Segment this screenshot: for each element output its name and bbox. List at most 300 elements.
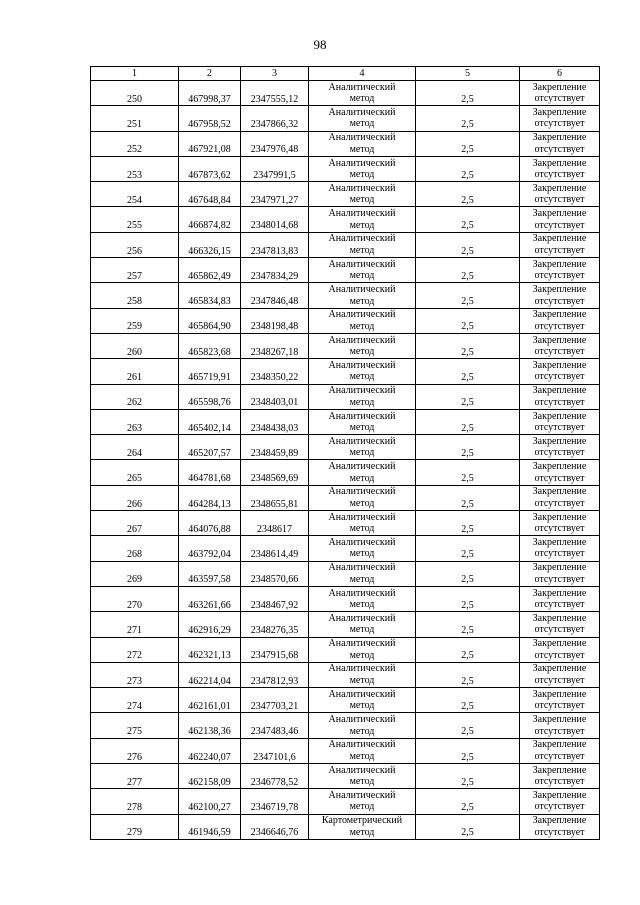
method-line-1: Аналитический [328, 486, 396, 498]
method-line-2: метод [349, 169, 375, 181]
fixing-line-1: Закрепление [532, 688, 587, 700]
fixing-line-1: Закрепление [532, 486, 587, 498]
point-number-cell [91, 612, 179, 637]
x-coordinate-cell [179, 182, 241, 207]
y-coordinate-cell [241, 814, 309, 839]
table-row [91, 561, 600, 586]
fixing-line-2: отсутствует [534, 826, 585, 838]
method-cell [309, 612, 416, 637]
point-number-cell [91, 106, 179, 131]
point-number-cell [91, 81, 179, 106]
y-coordinate: 2348614,49 [250, 549, 299, 561]
method-line-1: Картометрический [321, 815, 403, 827]
x-coordinate: 462240,07 [188, 751, 231, 763]
x-coordinate-cell [179, 409, 241, 434]
method-cell [309, 409, 416, 434]
y-coordinate-cell [241, 688, 309, 713]
point-number: 258 [127, 296, 142, 308]
point-number-cell [91, 384, 179, 409]
fixing-line-1: Закрепление [532, 511, 587, 523]
method-line-2: метод [349, 143, 375, 155]
accuracy-cell [416, 814, 520, 839]
y-coordinate-cell [241, 713, 309, 738]
fixing-line-2: отсутствует [534, 270, 585, 282]
accuracy-value: 2,5 [461, 296, 474, 308]
x-coordinate-cell [179, 435, 241, 460]
method-line-1: Аналитический [328, 410, 396, 422]
point-number: 255 [127, 220, 142, 232]
fixing-line-1: Закрепление [532, 536, 587, 548]
point-number-cell [91, 308, 179, 333]
method-cell [309, 536, 416, 561]
method-line-2: метод [349, 219, 375, 231]
table-row [91, 662, 600, 687]
method-cell [309, 359, 416, 384]
accuracy-cell [416, 662, 520, 687]
y-coordinate: 2346778,52 [250, 776, 299, 788]
accuracy-value: 2,5 [461, 751, 474, 763]
accuracy-cell [416, 258, 520, 283]
method-line-1: Аналитический [328, 663, 396, 675]
fixing-cell [520, 131, 600, 156]
fixing-line-1: Закрепление [532, 461, 587, 473]
x-coordinate: 465207,57 [188, 447, 231, 459]
method-line-2: метод [349, 270, 375, 282]
point-number-cell [91, 536, 179, 561]
y-coordinate: 2348459,89 [250, 447, 299, 459]
fixing-line-2: отсутствует [534, 447, 585, 459]
point-number-cell [91, 283, 179, 308]
method-line-1: Аналитический [328, 284, 396, 296]
accuracy-cell [416, 232, 520, 257]
accuracy-value: 2,5 [461, 498, 474, 510]
method-line-1: Аналитический [328, 334, 396, 346]
fixing-line-1: Закрепление [532, 789, 587, 801]
x-coordinate-cell [179, 232, 241, 257]
column-header: 1 [91, 67, 179, 81]
column-header: 4 [309, 67, 416, 81]
method-line-2: метод [349, 371, 375, 383]
x-coordinate-cell [179, 384, 241, 409]
method-line-1: Аналитический [328, 359, 396, 371]
fixing-line-1: Закрепление [532, 739, 587, 751]
fixing-line-1: Закрепление [532, 562, 587, 574]
method-line-1: Аналитический [328, 132, 396, 144]
accuracy-cell [416, 333, 520, 358]
accuracy-value: 2,5 [461, 220, 474, 232]
method-line-2: метод [349, 447, 375, 459]
accuracy-value: 2,5 [461, 675, 474, 687]
point-number: 260 [127, 346, 142, 358]
fixing-cell [520, 612, 600, 637]
table-row [91, 511, 600, 536]
y-coordinate: 2346646,76 [250, 827, 299, 839]
method-line-1: Аналитический [328, 182, 396, 194]
fixing-cell [520, 485, 600, 510]
point-number: 259 [127, 321, 142, 333]
x-coordinate: 465598,76 [188, 397, 231, 409]
method-line-1: Аналитический [328, 461, 396, 473]
x-coordinate-cell [179, 131, 241, 156]
accuracy-cell [416, 207, 520, 232]
accuracy-cell [416, 764, 520, 789]
fixing-cell [520, 333, 600, 358]
fixing-line-1: Закрепление [532, 587, 587, 599]
method-cell [309, 81, 416, 106]
x-coordinate: 466326,15 [188, 245, 231, 257]
accuracy-value: 2,5 [461, 169, 474, 181]
x-coordinate: 467958,52 [188, 119, 231, 131]
fixing-line-2: отсутствует [534, 396, 585, 408]
fixing-cell [520, 586, 600, 611]
y-coordinate: 2348403,01 [250, 397, 299, 409]
table-row [91, 586, 600, 611]
method-line-2: метод [349, 801, 375, 813]
table-row [91, 182, 600, 207]
accuracy-value: 2,5 [461, 144, 474, 156]
accuracy-cell [416, 713, 520, 738]
accuracy-value: 2,5 [461, 93, 474, 105]
y-coordinate: 2347971,27 [250, 194, 299, 206]
y-coordinate: 2347866,32 [250, 119, 299, 131]
point-number: 268 [127, 549, 142, 561]
fixing-cell [520, 460, 600, 485]
y-coordinate-cell [241, 536, 309, 561]
x-coordinate-cell [179, 359, 241, 384]
x-coordinate: 463261,66 [188, 599, 231, 611]
x-coordinate: 466874,82 [188, 220, 231, 232]
x-coordinate-cell [179, 662, 241, 687]
method-cell [309, 333, 416, 358]
accuracy-cell [416, 283, 520, 308]
method-line-1: Аналитический [328, 536, 396, 548]
accuracy-value: 2,5 [461, 119, 474, 131]
fixing-cell [520, 308, 600, 333]
y-coordinate-cell [241, 333, 309, 358]
accuracy-cell [416, 536, 520, 561]
accuracy-cell [416, 182, 520, 207]
accuracy-value: 2,5 [461, 599, 474, 611]
accuracy-value: 2,5 [461, 523, 474, 535]
x-coordinate: 465864,90 [188, 321, 231, 333]
fixing-cell [520, 182, 600, 207]
accuracy-cell [416, 612, 520, 637]
method-cell [309, 511, 416, 536]
fixing-cell [520, 156, 600, 181]
fixing-cell [520, 207, 600, 232]
fixing-cell [520, 814, 600, 839]
point-number: 269 [127, 574, 142, 586]
accuracy-cell [416, 156, 520, 181]
table-row [91, 283, 600, 308]
y-coordinate: 2347846,48 [250, 296, 299, 308]
point-number-cell [91, 738, 179, 763]
point-number-cell [91, 637, 179, 662]
point-number: 250 [127, 93, 142, 105]
method-cell [309, 586, 416, 611]
y-coordinate-cell [241, 738, 309, 763]
fixing-cell [520, 409, 600, 434]
fixing-line-2: отсутствует [534, 194, 585, 206]
point-number: 261 [127, 372, 142, 384]
table-row [91, 485, 600, 510]
fixing-line-1: Закрепление [532, 258, 587, 270]
method-line-2: метод [349, 523, 375, 535]
point-number-cell [91, 485, 179, 510]
fixing-line-1: Закрепление [532, 815, 587, 827]
method-line-1: Аналитический [328, 309, 396, 321]
table-row [91, 460, 600, 485]
x-coordinate-cell [179, 258, 241, 283]
y-coordinate: 2347703,21 [250, 700, 299, 712]
fixing-line-1: Закрепление [532, 385, 587, 397]
table-row [91, 333, 600, 358]
method-line-1: Аналитический [328, 511, 396, 523]
y-coordinate-cell [241, 511, 309, 536]
coordinates-table [90, 66, 600, 840]
table-row [91, 435, 600, 460]
accuracy-value: 2,5 [461, 422, 474, 434]
fixing-line-2: отсутствует [534, 143, 585, 155]
y-coordinate-cell [241, 637, 309, 662]
table-row [91, 814, 600, 839]
y-coordinate-cell [241, 435, 309, 460]
method-line-1: Аналитический [328, 764, 396, 776]
column-header: 6 [520, 67, 600, 81]
x-coordinate: 462214,04 [188, 675, 231, 687]
table-row [91, 713, 600, 738]
y-coordinate: 2347976,48 [250, 144, 299, 156]
x-coordinate-cell [179, 207, 241, 232]
table-row [91, 106, 600, 131]
method-line-2: метод [349, 649, 375, 661]
accuracy-value: 2,5 [461, 194, 474, 206]
y-coordinate: 2346719,78 [250, 802, 299, 814]
x-coordinate: 462161,01 [188, 700, 231, 712]
method-cell [309, 764, 416, 789]
method-cell [309, 384, 416, 409]
point-number-cell [91, 789, 179, 814]
method-line-1: Аналитический [328, 714, 396, 726]
accuracy-value: 2,5 [461, 776, 474, 788]
fixing-line-1: Закрепление [532, 410, 587, 422]
x-coordinate-cell [179, 333, 241, 358]
fixing-cell [520, 435, 600, 460]
y-coordinate: 2348569,69 [250, 473, 299, 485]
method-line-2: метод [349, 472, 375, 484]
accuracy-value: 2,5 [461, 321, 474, 333]
y-coordinate-cell [241, 561, 309, 586]
x-coordinate-cell [179, 586, 241, 611]
point-number: 279 [127, 827, 142, 839]
y-coordinate-cell [241, 131, 309, 156]
y-coordinate-cell [241, 156, 309, 181]
x-coordinate-cell [179, 536, 241, 561]
y-coordinate-cell [241, 283, 309, 308]
table-row [91, 232, 600, 257]
method-cell [309, 738, 416, 763]
x-coordinate: 465402,14 [188, 422, 231, 434]
table-row [91, 738, 600, 763]
fixing-line-2: отсутствует [534, 346, 585, 358]
fixing-cell [520, 283, 600, 308]
x-coordinate: 462158,09 [188, 776, 231, 788]
x-coordinate: 467873,62 [188, 169, 231, 181]
accuracy-cell [416, 586, 520, 611]
point-number-cell [91, 258, 179, 283]
method-cell [309, 662, 416, 687]
x-coordinate: 461946,59 [188, 827, 231, 839]
point-number-cell [91, 688, 179, 713]
y-coordinate-cell [241, 81, 309, 106]
y-coordinate: 2347483,46 [250, 726, 299, 738]
x-coordinate: 462321,13 [188, 650, 231, 662]
y-coordinate: 2347812,93 [250, 675, 299, 687]
y-coordinate-cell [241, 409, 309, 434]
fixing-cell [520, 106, 600, 131]
method-cell [309, 460, 416, 485]
method-line-2: метод [349, 396, 375, 408]
fixing-line-2: отсутствует [534, 725, 585, 737]
fixing-cell [520, 688, 600, 713]
point-number: 265 [127, 473, 142, 485]
x-coordinate: 464076,88 [188, 523, 231, 535]
fixing-line-2: отсутствует [534, 801, 585, 813]
y-coordinate-cell [241, 460, 309, 485]
y-coordinate: 2348198,48 [250, 321, 299, 333]
method-line-2: метод [349, 194, 375, 206]
y-coordinate-cell [241, 384, 309, 409]
table-row [91, 637, 600, 662]
accuracy-cell [416, 409, 520, 434]
fixing-cell [520, 536, 600, 561]
accuracy-value: 2,5 [461, 447, 474, 459]
fixing-line-2: отсутствует [534, 244, 585, 256]
y-coordinate: 2347101,6 [253, 751, 296, 763]
method-line-1: Аналитический [328, 612, 396, 624]
accuracy-value: 2,5 [461, 574, 474, 586]
fixing-cell [520, 511, 600, 536]
point-number: 272 [127, 650, 142, 662]
y-coordinate-cell [241, 308, 309, 333]
method-line-2: метод [349, 826, 375, 838]
fixing-line-2: отсутствует [534, 573, 585, 585]
column-header: 5 [416, 67, 520, 81]
point-number: 257 [127, 270, 142, 282]
fixing-line-1: Закрепление [532, 663, 587, 675]
table-row [91, 688, 600, 713]
x-coordinate: 462916,29 [188, 625, 231, 637]
fixing-line-1: Закрепление [532, 157, 587, 169]
accuracy-cell [416, 688, 520, 713]
point-number: 264 [127, 447, 142, 459]
method-line-2: метод [349, 422, 375, 433]
method-cell [309, 561, 416, 586]
table-row [91, 789, 600, 814]
fixing-cell [520, 662, 600, 687]
y-coordinate-cell [241, 662, 309, 687]
method-cell [309, 713, 416, 738]
x-coordinate-cell [179, 713, 241, 738]
method-line-2: метод [349, 700, 375, 712]
x-coordinate-cell [179, 485, 241, 510]
method-cell [309, 182, 416, 207]
method-line-2: метод [349, 346, 375, 358]
table-row [91, 359, 600, 384]
point-number: 254 [127, 194, 142, 206]
point-number: 267 [127, 523, 142, 535]
accuracy-cell [416, 561, 520, 586]
method-line-1: Аналитический [328, 688, 396, 700]
accuracy-value: 2,5 [461, 726, 474, 738]
fixing-cell [520, 81, 600, 106]
method-line-2: метод [349, 599, 375, 611]
method-cell [309, 308, 416, 333]
point-number-cell [91, 586, 179, 611]
point-number: 263 [127, 422, 142, 434]
method-line-1: Аналитический [328, 233, 396, 245]
point-number-cell [91, 460, 179, 485]
x-coordinate-cell [179, 688, 241, 713]
accuracy-cell [416, 435, 520, 460]
x-coordinate-cell [179, 637, 241, 662]
y-coordinate: 2348350,22 [250, 372, 299, 384]
fixing-line-1: Закрепление [532, 714, 587, 726]
point-number-cell [91, 156, 179, 181]
table-row [91, 384, 600, 409]
fixing-line-1: Закрепление [532, 359, 587, 371]
x-coordinate: 467921,08 [188, 144, 231, 156]
x-coordinate-cell [179, 511, 241, 536]
fixing-line-1: Закрепление [532, 182, 587, 194]
column-header: 3 [241, 67, 309, 81]
point-number-cell [91, 713, 179, 738]
y-coordinate-cell [241, 258, 309, 283]
point-number-cell [91, 764, 179, 789]
y-coordinate: 2348655,81 [250, 498, 299, 510]
method-line-1: Аналитический [328, 258, 396, 270]
table-row [91, 258, 600, 283]
method-cell [309, 688, 416, 713]
method-line-1: Аналитический [328, 208, 396, 220]
y-coordinate: 2347991,5 [253, 169, 296, 181]
point-number-cell [91, 207, 179, 232]
table-row [91, 536, 600, 561]
point-number-cell [91, 814, 179, 839]
method-cell [309, 283, 416, 308]
y-coordinate: 2348467,92 [250, 599, 299, 611]
fixing-cell [520, 738, 600, 763]
table-row [91, 81, 600, 106]
x-coordinate-cell [179, 308, 241, 333]
accuracy-cell [416, 485, 520, 510]
fixing-cell [520, 637, 600, 662]
table-body [91, 67, 600, 840]
table-header-row [91, 67, 600, 81]
fixing-cell [520, 258, 600, 283]
accuracy-cell [416, 738, 520, 763]
fixing-line-2: отсутствует [534, 219, 585, 231]
method-cell [309, 207, 416, 232]
fixing-line-2: отсутствует [534, 497, 585, 509]
point-number-cell [91, 662, 179, 687]
method-line-1: Аналитический [328, 638, 396, 650]
accuracy-value: 2,5 [461, 270, 474, 282]
method-line-2: метод [349, 624, 375, 636]
y-coordinate: 2347834,29 [250, 270, 299, 282]
table-row [91, 207, 600, 232]
x-coordinate: 465719,91 [188, 372, 231, 384]
